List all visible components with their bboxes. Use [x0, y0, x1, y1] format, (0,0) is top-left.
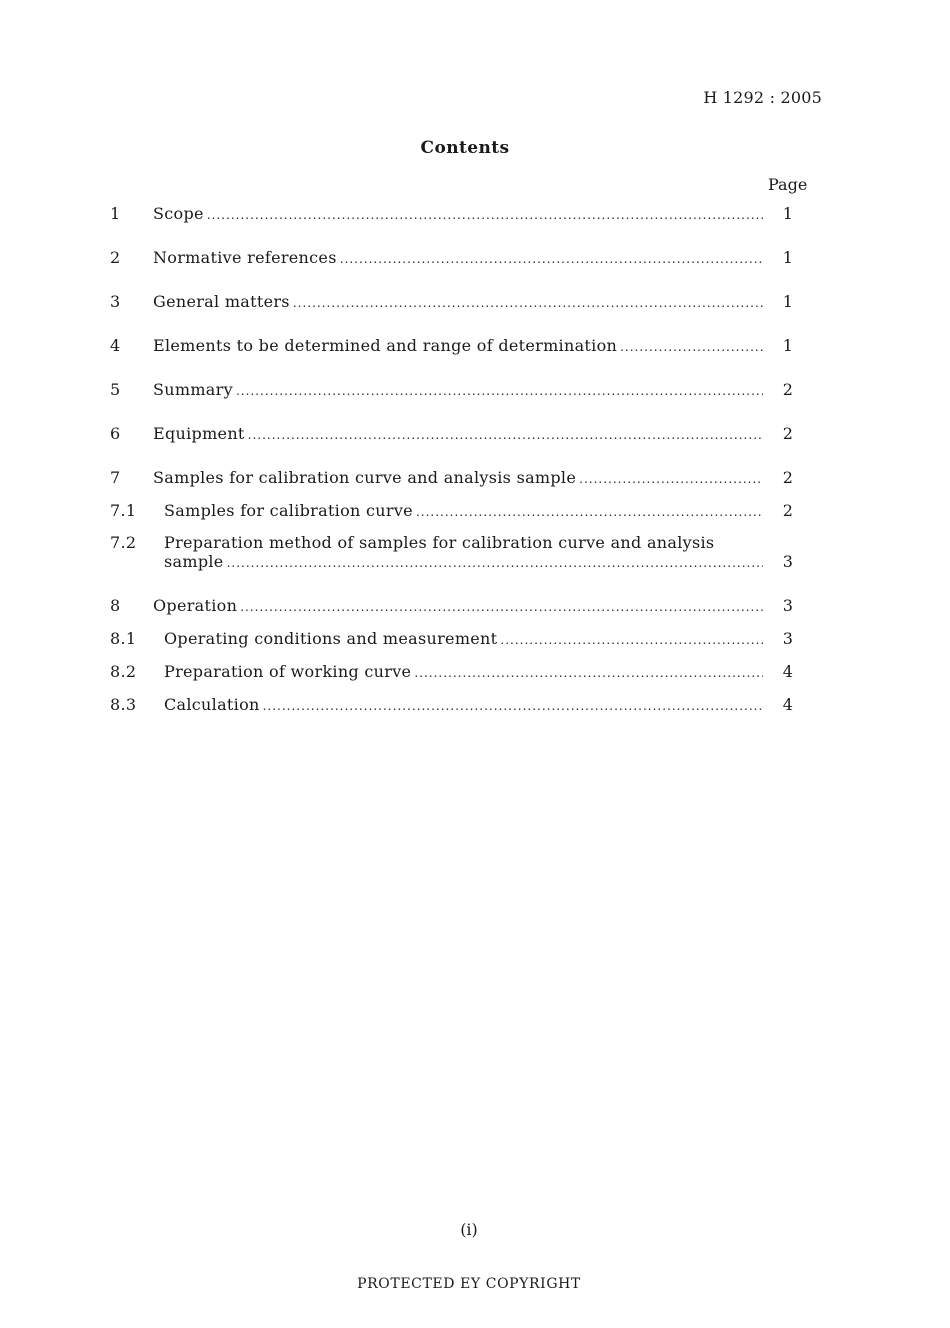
- toc-entry-page: 2: [782, 380, 794, 399]
- toc-entry-label-line-2: sample: [164, 552, 224, 571]
- toc-entry-7[interactable]: [110, 468, 810, 487]
- toc-entry-page: 4: [782, 695, 794, 714]
- toc-entry-page: 2: [782, 468, 794, 487]
- toc-entry-label: General matters: [153, 292, 290, 311]
- toc-entry-8-3[interactable]: [110, 695, 810, 714]
- dot-leader: [240, 600, 763, 614]
- toc-entry-label: Calculation: [164, 695, 260, 714]
- dot-leader: [416, 505, 763, 519]
- toc-entry-label: Samples for calibration curve and analysis sample: [153, 468, 577, 487]
- toc-entry-number: 7: [110, 468, 121, 487]
- toc-entry-8[interactable]: [110, 596, 810, 615]
- toc-entry-page: 3: [782, 552, 794, 571]
- toc-entry-page: 1: [782, 248, 794, 267]
- toc-entry-2[interactable]: [110, 248, 810, 267]
- contents-title: Contents: [420, 138, 510, 158]
- toc-entry-page: 3: [782, 629, 794, 648]
- dot-leader: [236, 384, 763, 398]
- toc-entry-label: Normative references: [153, 248, 337, 267]
- dot-leader: [500, 633, 763, 647]
- toc-entry-number: 2: [110, 248, 121, 267]
- toc-entry-7-1[interactable]: [110, 501, 810, 520]
- page-column-heading: Page: [768, 175, 808, 194]
- dot-leader: [620, 340, 763, 354]
- dot-leader: [227, 556, 763, 570]
- toc-entry-7-2[interactable]: [110, 533, 810, 571]
- dot-leader: [293, 296, 763, 310]
- toc-entry-label-line-1: Preparation method of samples for calibration curve and analysis: [164, 533, 715, 552]
- table-of-contents: [110, 200, 810, 714]
- toc-entry-page: 3: [782, 596, 794, 615]
- toc-entry-8-1[interactable]: [110, 629, 810, 648]
- toc-entry-label: Samples for calibration curve: [164, 501, 413, 520]
- toc-entry-label: Scope: [153, 204, 204, 223]
- dot-leader: [248, 428, 763, 442]
- toc-entry-number: 8: [110, 596, 121, 615]
- toc-entry-number: 8.3: [110, 695, 137, 714]
- toc-entry-page: 1: [782, 204, 794, 223]
- page-number: (i): [460, 1220, 478, 1239]
- toc-entry-label: Elements to be determined and range of determination: [153, 336, 618, 355]
- toc-entry-6[interactable]: [110, 424, 810, 443]
- toc-entry-3[interactable]: [110, 292, 810, 311]
- toc-entry-4[interactable]: [110, 336, 810, 355]
- toc-entry-label: Summary: [153, 380, 233, 399]
- toc-entry-number: 8.1: [110, 629, 137, 648]
- toc-entry-1[interactable]: [110, 204, 810, 223]
- toc-entry-label: Equipment: [153, 424, 245, 443]
- toc-entry-page: 2: [782, 501, 794, 520]
- toc-entry-number: 3: [110, 292, 121, 311]
- dot-leader: [579, 472, 763, 486]
- toc-entry-label: Preparation of working curve: [164, 662, 412, 681]
- toc-entry-number: 7.1: [110, 501, 137, 520]
- toc-entry-number: 4: [110, 336, 121, 355]
- toc-entry-number: 6: [110, 424, 121, 443]
- copyright-notice: PROTECTED ЕY COPYRIGHT: [357, 1276, 581, 1292]
- toc-entry-number: 5: [110, 380, 121, 399]
- toc-entry-page: 1: [782, 292, 794, 311]
- toc-entry-page: 2: [782, 424, 794, 443]
- dot-leader: [207, 208, 763, 222]
- document-id: H 1292 : 2005: [703, 88, 822, 107]
- dot-leader: [340, 252, 763, 266]
- toc-entry-label: Operation: [153, 596, 238, 615]
- toc-entry-5[interactable]: [110, 380, 810, 399]
- toc-entry-number: 7.2: [110, 533, 137, 552]
- dot-leader: [263, 699, 763, 713]
- toc-entry-page: 4: [782, 662, 794, 681]
- toc-entry-label: Operating conditions and measurement: [164, 629, 498, 648]
- dot-leader: [414, 666, 763, 680]
- toc-entry-number: 1: [110, 204, 121, 223]
- toc-entry-8-2[interactable]: [110, 662, 810, 681]
- toc-entry-page: 1: [782, 336, 794, 355]
- toc-entry-number: 8.2: [110, 662, 137, 681]
